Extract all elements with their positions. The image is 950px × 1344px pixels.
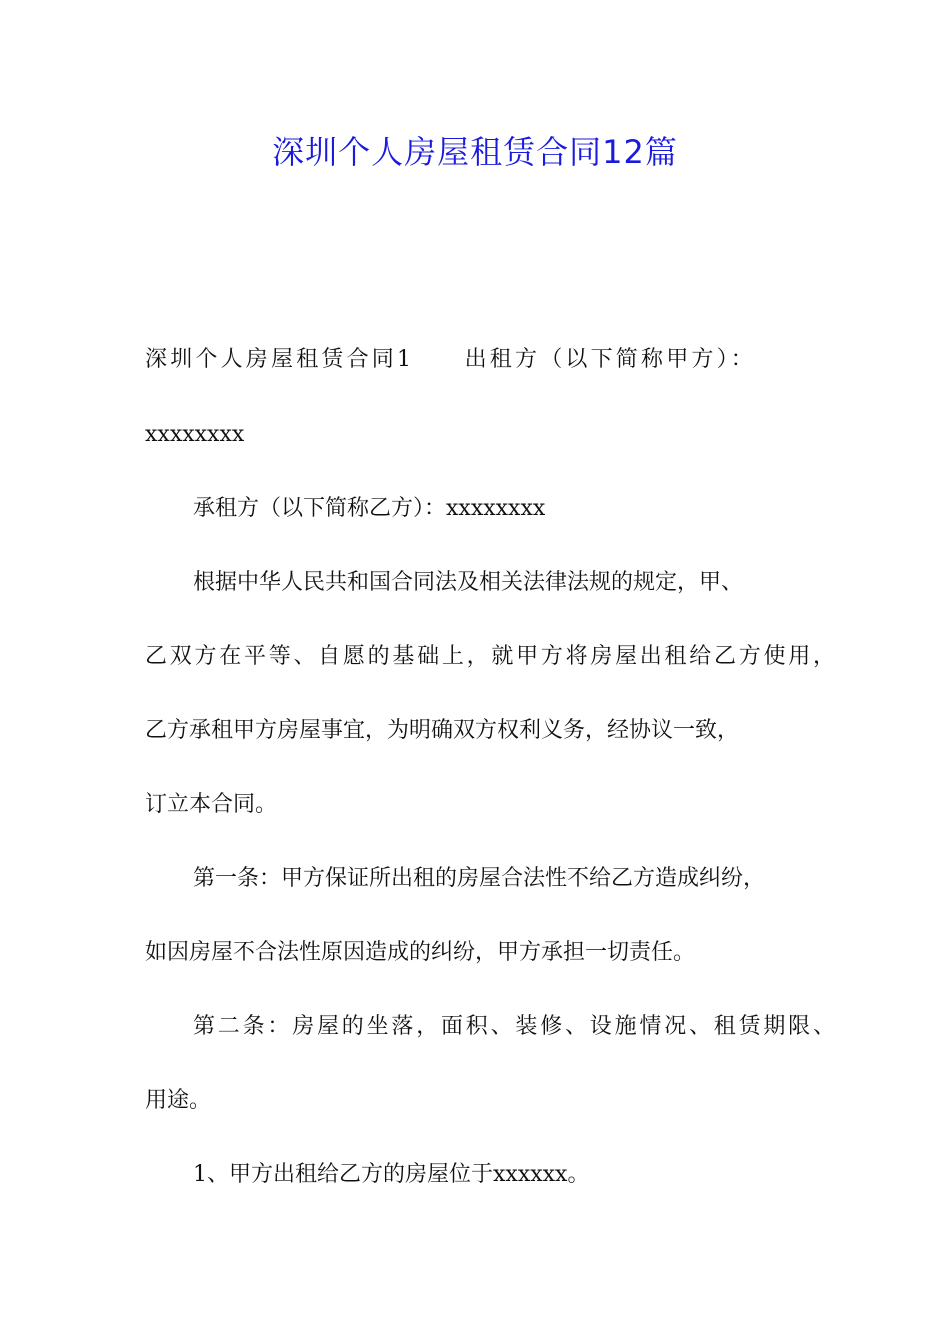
paragraph-line: 1、甲方出租给乙方的房屋位于xxxxxx。 [193,1162,590,1187]
paragraph-line: 乙方承租甲方房屋事宜，为明确双方权利义务，经协议一致， [145,718,740,743]
paragraph-line: 深圳个人房屋租赁合同1 出租方（以下简称甲方）： [145,347,756,372]
document-title: 深圳个人房屋租赁合同12篇 [272,133,678,171]
paragraph-line: 用途。 [145,1088,212,1113]
paragraph-line: 第二条：房屋的坐落，面积、装修、设施情况、租赁期限、 [193,1014,835,1039]
paragraph-line: 如因房屋不合法性原因造成的纠纷，甲方承担一切责任。 [145,940,696,965]
paragraph-line: 乙双方在平等、自愿的基础上，就甲方将房屋出租给乙方使用， [145,644,835,669]
paragraph-line: xxxxxxxx [145,422,245,447]
paragraph-line: 订立本合同。 [145,792,278,817]
paragraph-line: 承租方（以下简称乙方）：xxxxxxxx [193,496,546,521]
paragraph-line: 根据中华人民共和国合同法及相关法律法规的规定，甲、 [193,570,744,595]
paragraph-line: 第一条：甲方保证所出租的房屋合法性不给乙方造成纠纷， [193,866,766,891]
